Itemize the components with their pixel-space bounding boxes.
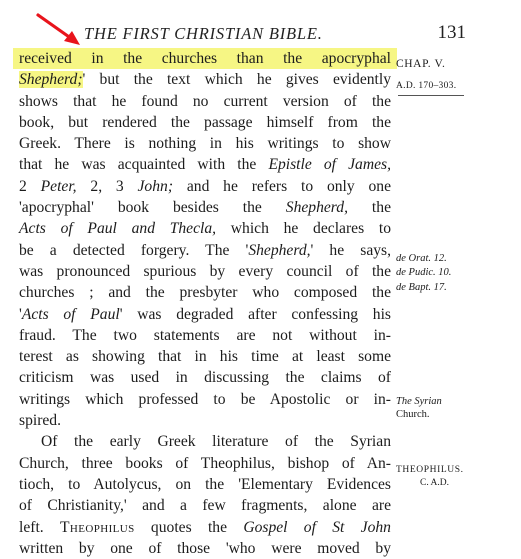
page-header bbox=[58, 22, 466, 44]
text-run: written by one of those 'who were moved by bbox=[19, 539, 391, 557]
page-number: 131 bbox=[437, 22, 466, 43]
text-line bbox=[13, 48, 397, 69]
body-text bbox=[19, 48, 391, 559]
text-run: spired. bbox=[19, 412, 62, 430]
margin-ref-de-pudic: de Pudic. 10. bbox=[396, 267, 452, 278]
text-run: be a detected forgery. The ' bbox=[19, 241, 249, 259]
text-run: Of the early Greek literature of the Syrian bbox=[41, 433, 391, 451]
text-run: quotes the bbox=[134, 518, 244, 536]
text-line bbox=[19, 133, 391, 154]
text-run: ' bbox=[19, 305, 22, 323]
text-line bbox=[19, 112, 391, 133]
text-line bbox=[19, 474, 391, 495]
text-line bbox=[19, 410, 391, 431]
text-run: Church, three books of Theophilus, bishop of An- bbox=[19, 454, 391, 472]
text-line bbox=[19, 176, 391, 197]
text-run: shows that he found no current version of the bbox=[19, 92, 391, 110]
italic-text: John; bbox=[137, 177, 174, 195]
text-line bbox=[19, 325, 391, 346]
text-run: terest as showing that in his time at least some bbox=[19, 348, 391, 366]
text-line bbox=[19, 431, 391, 452]
text-run: criticism was used in discussing the claims of bbox=[19, 369, 391, 387]
text-run: left. bbox=[19, 518, 60, 536]
text-line bbox=[19, 346, 391, 367]
margin-chapter: CHAP. V. bbox=[396, 58, 446, 70]
text-run: which he declares to bbox=[216, 220, 391, 238]
italic-text: Epistle of James, bbox=[268, 156, 391, 174]
text-run: churches ; and the presbyter who composed the bbox=[19, 284, 391, 302]
text-line bbox=[19, 154, 391, 175]
text-run: of Christianity,' and a few fragments, alone are bbox=[19, 497, 391, 515]
italic-text: Acts of Paul and Thecla, bbox=[19, 220, 217, 238]
text-run: received in the churches than the apocryphal bbox=[19, 50, 391, 67]
text-run: tioch, to Autolycus, on the 'Elementary Evidences bbox=[19, 475, 391, 493]
text-line bbox=[19, 495, 391, 516]
text-run: 2 bbox=[19, 177, 41, 195]
text-line bbox=[19, 218, 391, 239]
text-line bbox=[19, 304, 391, 325]
text-line bbox=[19, 197, 391, 218]
italic-text: Peter, bbox=[40, 177, 77, 195]
italic-text: Shepherd, bbox=[285, 199, 348, 217]
text-line bbox=[19, 517, 391, 538]
text-run: writings which professed to be Apostolic or in- bbox=[19, 390, 391, 408]
text-run: ' was degraded after confessing his bbox=[119, 305, 391, 323]
text-line bbox=[19, 261, 391, 282]
text-run: 'apocryphal' book besides the bbox=[19, 199, 286, 217]
margin-ref-de-bapt: de Bapt. 17. bbox=[396, 282, 447, 293]
margin-theophilus-date: C. A.D. bbox=[420, 478, 450, 488]
text-run: Greek. There is nothing in his writings to show bbox=[19, 135, 391, 153]
text-run: book, but rendered the passage himself from the bbox=[19, 113, 391, 131]
margin-syrian-line-1: The Syrian bbox=[396, 396, 442, 407]
margin-theophilus: THEOPHILUS. bbox=[396, 465, 464, 475]
margin-syrian-church bbox=[396, 395, 486, 421]
text-run: that he was acquainted with the bbox=[19, 156, 269, 174]
text-line bbox=[19, 240, 391, 261]
margin-date: A.D. 170–303. bbox=[396, 81, 457, 91]
text-line bbox=[19, 367, 391, 388]
margin-rule bbox=[398, 95, 464, 96]
text-line bbox=[19, 282, 391, 303]
text-run: the bbox=[348, 199, 391, 217]
text-line bbox=[19, 389, 391, 410]
red-arrow-icon bbox=[34, 11, 84, 49]
margin-ref-de-orat: de Orat. 12. bbox=[396, 253, 447, 264]
small-caps-text: Theophilus bbox=[59, 518, 135, 536]
text-run: and he refers to only one bbox=[173, 177, 392, 195]
text-line bbox=[19, 91, 391, 112]
italic-text: Shepherd; bbox=[19, 71, 83, 89]
text-line bbox=[19, 69, 391, 90]
text-run: ' but the text which he gives evidently bbox=[82, 71, 391, 89]
italic-text: Shepherd, bbox=[248, 241, 311, 259]
text-line bbox=[19, 538, 391, 559]
text-run: ' he says, bbox=[310, 241, 391, 259]
text-run: was pronounced spurious by every council of the bbox=[19, 262, 391, 280]
text-run: 2, 3 bbox=[76, 177, 138, 195]
italic-text: Gospel of St John bbox=[243, 518, 391, 536]
running-head: THE FIRST CHRISTIAN BIBLE. bbox=[84, 24, 323, 43]
text-line bbox=[19, 453, 391, 474]
italic-text: Acts of Paul bbox=[21, 305, 120, 323]
text-run: fraud. The two statements are not without in- bbox=[19, 326, 391, 344]
margin-syrian-line-2: Church. bbox=[396, 409, 430, 420]
